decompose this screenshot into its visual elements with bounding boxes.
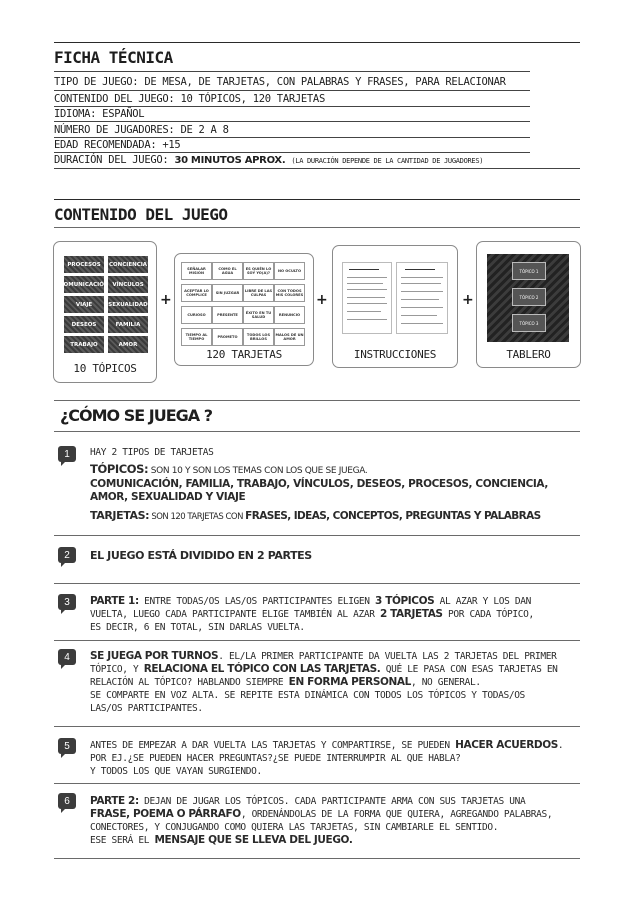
ficha-row-type: TIPO DE JUEGO: DE MESA, DE TARJETAS, CON PALABRAS Y FRASES, PARA RELACIONAR	[54, 76, 506, 88]
instructions-component	[332, 245, 458, 368]
card-thumb: PROMETO	[212, 328, 243, 346]
row-divider	[54, 152, 530, 153]
step-number-bubble: 4	[58, 649, 76, 665]
step-5-highlight: HACER ACUERDOS	[455, 739, 558, 751]
board-slot: TÓPICO 2	[512, 288, 546, 306]
step-6-highlight: MENSAJE QUE SE LLEVA DEL JUEGO.	[154, 834, 353, 846]
instructions-caption: INSTRUCCIONES	[353, 348, 437, 361]
card-thumb: CON TODOS MIS COLORES	[274, 284, 305, 302]
topic-chip: VÍNCULOS	[108, 276, 148, 293]
step-3-text: ES DECIR, 6 EN TOTAL, SIN DARLAS VUELTA.	[90, 622, 305, 633]
tarjetas-label: TARJETAS:	[90, 509, 150, 522]
step-3-highlight: 2 TARJETAS	[379, 608, 443, 620]
step-divider	[54, 783, 580, 784]
ficha-row-content: CONTENIDO DEL JUEGO: 10 TÓPICOS, 120 TARJETAS	[54, 93, 325, 105]
step-4-text: . EL/LA PRIMER PARTICIPANTE DA VUELTA LAS 2 TARJETAS DEL PRIMER	[218, 651, 557, 662]
step-6	[90, 795, 560, 847]
contenido-title: CONTENIDO DEL JUEGO	[54, 205, 228, 224]
card-thumb: TIEMPO AL TIEMPO	[181, 328, 212, 346]
ficha-row-duration	[54, 154, 574, 168]
step-5-text: POR EJ.¿SE PUEDEN HACER PREGUNTAS?¿SE PUEDE INTERRUMPIR AL QUE HABLA?	[90, 753, 461, 764]
ficha-row-players: NÚMERO DE JUGADORES: DE 2 A 8	[54, 124, 229, 136]
board-component	[476, 241, 581, 368]
step-number-bubble: 3	[58, 594, 76, 610]
step-3-highlight: 3 TÓPICOS	[375, 595, 435, 607]
plus-sign: +	[462, 292, 474, 308]
step-3	[90, 595, 560, 634]
row-divider	[54, 106, 530, 107]
topicos-list-end: AMOR, SEXUALIDAD Y VIAJE	[90, 491, 246, 503]
card-thumb: NO OCULTO	[274, 262, 305, 280]
card-thumb: TODOS LOS BRILLOS	[243, 328, 274, 346]
topic-chip: AMOR	[108, 336, 148, 353]
step-6-text: CONECTORES, Y CONJUGANDO COMO QUIERA LAS TARJETAS, SIN CAMBIARLE EL SENTIDO.	[90, 822, 499, 833]
section-divider	[54, 199, 580, 200]
step-4-text: TÓPICO, Y	[90, 664, 144, 675]
step-5-text: Y TODOS LOS QUE VAYAN SURGIENDO.	[90, 766, 262, 777]
card-thumb: SIN JUZGAR	[212, 284, 243, 302]
board-image	[487, 254, 569, 342]
step-3-text: AL AZAR Y LOS DAN	[434, 596, 531, 607]
topic-chip: SEXUALIDAD	[108, 296, 148, 313]
parte-1-label: PARTE 1:	[90, 595, 139, 607]
ficha-row-language: IDIOMA: ESPAÑOL	[54, 108, 145, 120]
duration-label: DURACIÓN DEL JUEGO:	[54, 154, 175, 166]
topic-chip: VIAJE	[64, 296, 104, 313]
step-number-bubble: 1	[58, 446, 76, 462]
step-number-bubble: 6	[58, 793, 76, 809]
section-divider	[54, 400, 580, 401]
topic-chip: FAMILIA	[108, 316, 148, 333]
step-4-highlight: EN FORMA PERSONAL	[288, 676, 411, 688]
topicos-label: TÓPICOS:	[90, 462, 149, 476]
plus-sign: +	[160, 292, 172, 308]
topic-chip: TRABAJO	[64, 336, 104, 353]
card-thumb: LIBRE DE LAS CULPAS	[243, 284, 274, 302]
step-5: ANTES DE EMPEZAR A DAR VUELTA LAS TARJETAS Y COMPARTIRSE, SE PUEDEN HACER ACUERDOS. POR EJ.¿SE PUEDEN HACER PREGUNTAS?¿SE PUEDE INTERRUMPIR AL QUE HABLA? Y TODOS LOS QUE VAYAN SURGIENDO.	[90, 739, 564, 777]
topic-chip: COMUNICACIÓN	[64, 276, 104, 293]
step-4-highlight: RELACIONA EL TÓPICO CON LAS TARJETAS.	[143, 663, 381, 675]
row-divider	[54, 71, 530, 72]
step-number-bubble: 5	[58, 738, 76, 754]
topicos-list: COMUNICACIÓN, FAMILIA, TRABAJO, VÍNCULOS, DESEOS, PROCESOS, CONCIENCIA,	[90, 478, 548, 490]
step-6-text: ESE SERÁ EL	[90, 835, 155, 846]
row-divider	[54, 90, 530, 91]
bottom-divider	[54, 858, 580, 859]
step-4-text: LAS/OS PARTICIPANTES.	[90, 703, 203, 714]
card-thumb: MALOS DE UN AMOR	[274, 328, 305, 346]
step-4-highlight: SE JUEGA POR TURNOS	[90, 650, 219, 662]
card-thumb: CURIOSO	[181, 306, 212, 324]
card-thumb: ES QUIÉN LO SOY YO(A)?	[243, 262, 274, 280]
step-4-text: QUÉ LE PASA CON ESAS TARJETAS EN	[380, 664, 558, 675]
step-4	[90, 650, 560, 715]
cards-caption: 120 TARJETAS	[206, 348, 282, 361]
step-3-text: ENTRE TODAS/OS LAS/OS PARTICIPANTES ELIGEN	[138, 596, 376, 607]
step-3-text: POR CADA TÓPICO,	[442, 609, 534, 620]
parte-2-label: PARTE 2:	[90, 795, 139, 807]
board-caption: TABLERO	[506, 348, 551, 361]
topics-caption: 10 TÓPICOS	[73, 362, 137, 375]
topics-component	[53, 241, 157, 383]
top-divider	[54, 42, 580, 43]
step-2-text: EL JUEGO ESTÁ DIVIDIDO EN 2 PARTES	[90, 549, 312, 562]
step-6-text: DEJAN DE JUGAR LOS TÓPICOS. CADA PARTICIPANTE ARMA CON SUS TARJETAS UNA	[138, 796, 526, 807]
step-divider	[54, 535, 580, 536]
section-divider	[54, 431, 580, 432]
step-3-text: VUELTA, LUEGO CADA PARTICIPANTE ELIGE TAMBIÉN AL AZAR	[90, 609, 380, 620]
step-divider	[54, 726, 580, 727]
step-1	[90, 446, 560, 524]
duration-value: 30 MINUTOS APROX.	[174, 155, 286, 166]
step-1-intro: HAY 2 TIPOS DE TARJETAS	[90, 447, 214, 458]
instructions-page	[342, 262, 392, 334]
topicos-desc: SON 10 Y SON LOS TEMAS CON LOS QUE SE JUEGA.	[148, 466, 368, 476]
instructions-page	[396, 262, 448, 334]
duration-note: (LA DURACIÓN DEPENDE DE LA CANTIDAD DE JUGADORES)	[291, 157, 484, 165]
step-number-bubble: 2	[58, 547, 76, 563]
card-thumb: RENUNCIO	[274, 306, 305, 324]
step-4-text: RELACIÓN AL TÓPICO? HABLANDO SIEMPRE	[90, 677, 289, 688]
como-title: ¿CÓMO SE JUEGA ?	[60, 406, 212, 425]
row-divider	[54, 168, 580, 169]
cards-component	[174, 253, 314, 366]
step-6-highlight: FRASE, POEMA O PÁRRAFO	[90, 808, 241, 820]
topic-chip: DESEOS	[64, 316, 104, 333]
step-5-text: ANTES DE EMPEZAR A DAR VUELTA LAS TARJETAS Y COMPARTIRSE, SE PUEDEN	[90, 740, 456, 751]
board-slot: TÓPICO 3	[512, 314, 546, 332]
ficha-title: FICHA TÉCNICA	[54, 48, 173, 67]
step-4-text: , NO GENERAL.	[410, 677, 481, 688]
plus-sign: +	[316, 292, 328, 308]
step-divider	[54, 583, 580, 584]
tarjetas-types: FRASES, IDEAS, CONCEPTOS, PREGUNTAS Y PALABRAS	[245, 510, 541, 522]
topic-chip: PROCESOS	[64, 256, 104, 273]
topic-chip: CONCIENCIA	[108, 256, 148, 273]
row-divider	[54, 121, 530, 122]
card-thumb: ACEPTAR LO CÓMPLICE	[181, 284, 212, 302]
step-2	[90, 549, 560, 562]
card-thumb: ÉXITO EN TU SALUD	[243, 306, 274, 324]
step-4-text: SE COMPARTE EN VOZ ALTA. SE REPITE ESTA DINÁMICA CON TODOS LOS TÓPICOS Y TODAS/OS	[90, 690, 525, 701]
card-thumb: PRESENTE	[212, 306, 243, 324]
ficha-row-age: EDAD RECOMENDADA: +15	[54, 139, 181, 151]
card-thumb: SEÑALAR MISIÓN	[181, 262, 212, 280]
section-divider	[54, 227, 580, 228]
step-6-text: , ORDENÁNDOLAS DE LA FORMA QUE QUIERA, AGREGANDO PALABRAS,	[240, 809, 553, 820]
board-slot: TÓPICO 1	[512, 262, 546, 280]
step-divider	[54, 640, 580, 641]
row-divider	[54, 137, 530, 138]
card-thumb: COMO EL AGUA	[212, 262, 243, 280]
tarjetas-desc: SON 120 TARJETAS CON	[149, 512, 246, 522]
